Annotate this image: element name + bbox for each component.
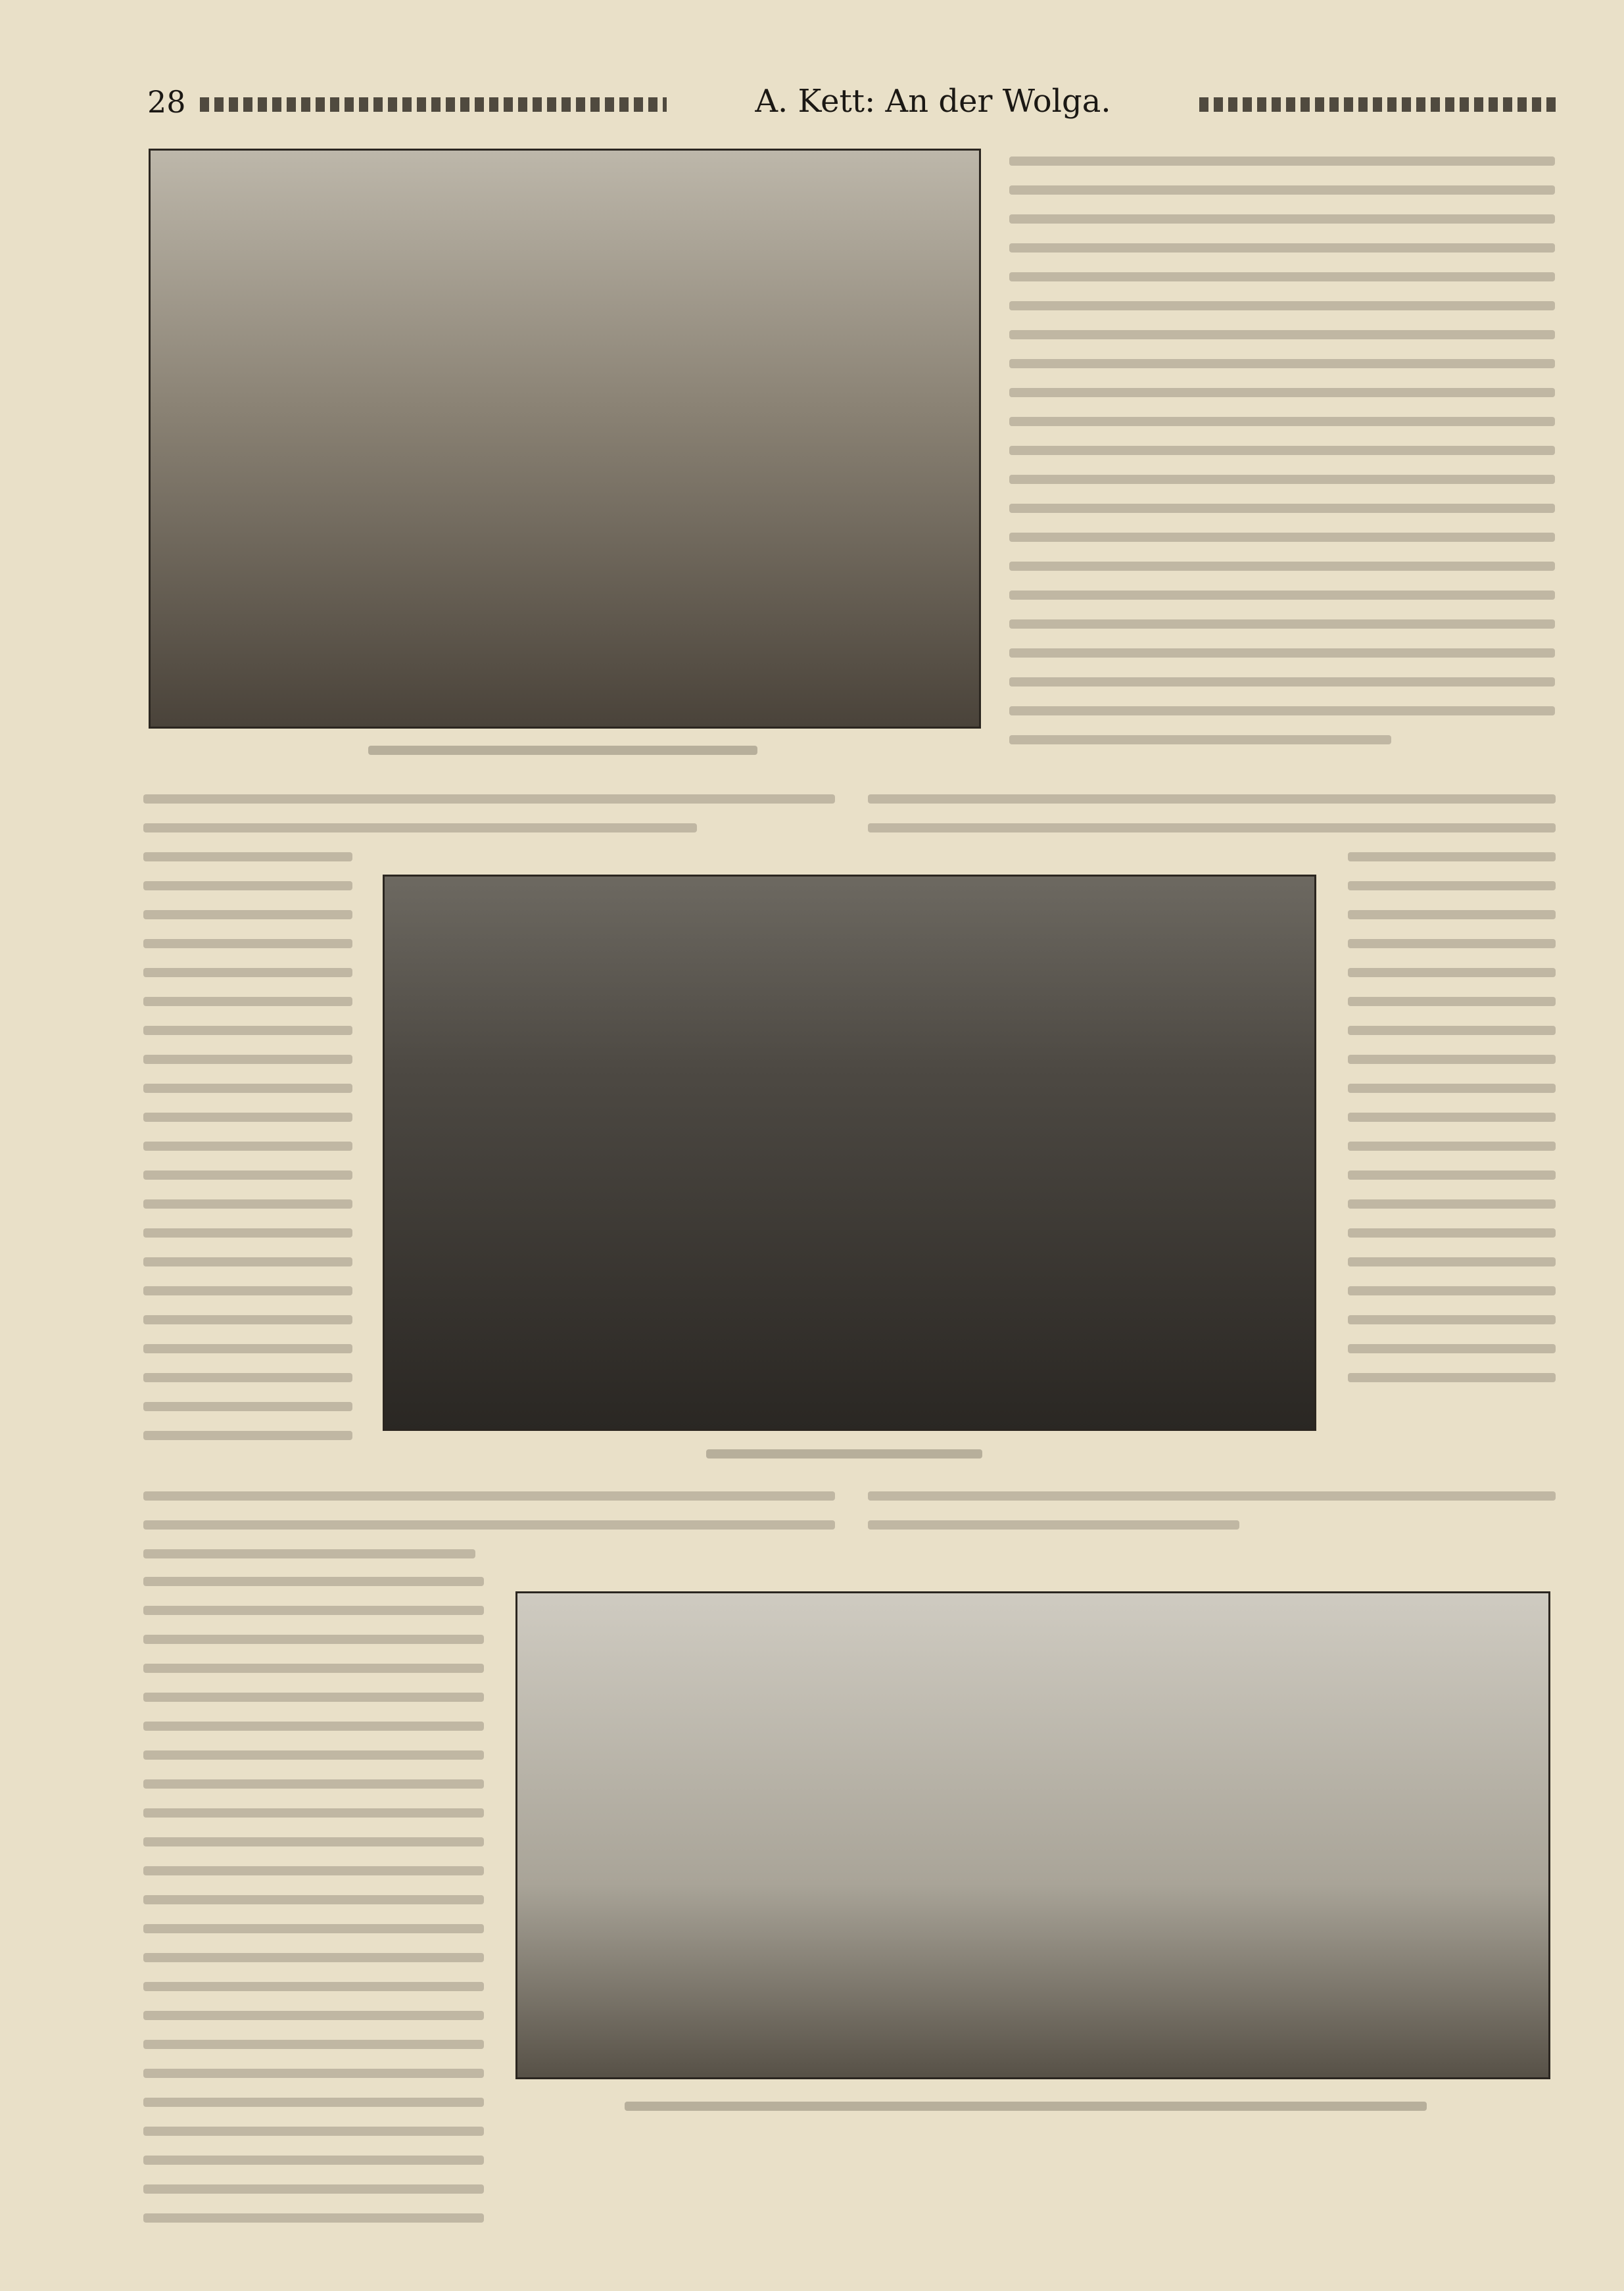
text-right-upper bbox=[868, 794, 1556, 852]
header-ornament-right bbox=[1199, 97, 1558, 112]
text-left-narrow bbox=[143, 852, 352, 1460]
harvest-photo-caption bbox=[368, 746, 757, 755]
text-right-narrow bbox=[1348, 852, 1556, 1402]
text-right-lower bbox=[868, 1491, 1556, 1549]
steppe-photo bbox=[515, 1591, 1550, 2079]
harvest-photo bbox=[149, 149, 981, 729]
header-ornament-left bbox=[200, 97, 667, 112]
text-left-upper bbox=[143, 794, 835, 852]
text-right-top bbox=[1009, 157, 1555, 764]
text-left-bottom bbox=[143, 1577, 484, 2242]
steppe-photo-caption bbox=[625, 2102, 1427, 2111]
running-title: A. Kett: An der Wolga. bbox=[755, 83, 1111, 120]
page-number: 28 bbox=[147, 84, 186, 120]
kazan-photo bbox=[383, 875, 1316, 1431]
running-header bbox=[147, 80, 1558, 126]
text-left-lower bbox=[143, 1491, 835, 1578]
kazan-photo-caption bbox=[706, 1449, 982, 1459]
